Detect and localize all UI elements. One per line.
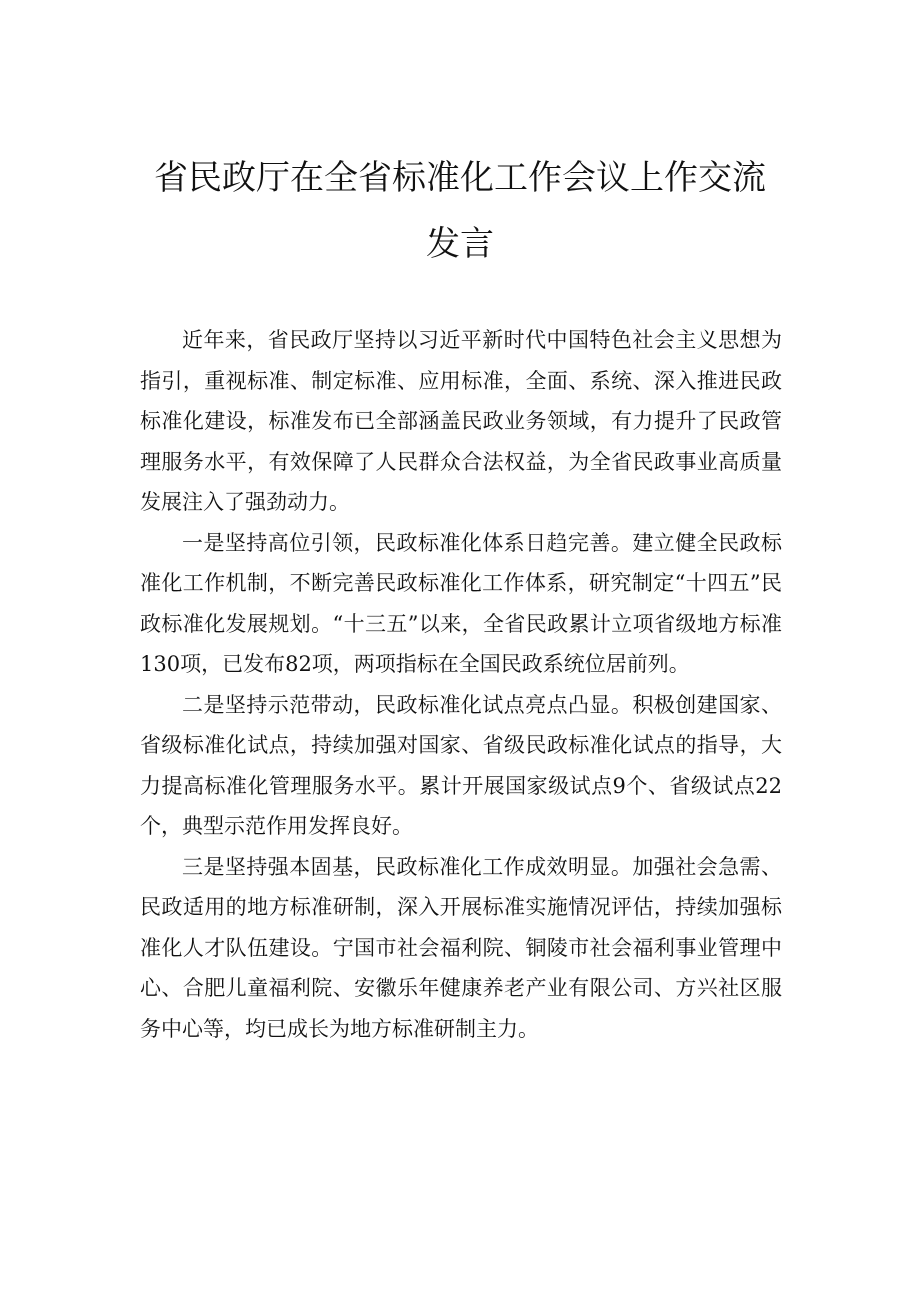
document-body xyxy=(140,320,782,1049)
document-title-line-1: 省民政厅在全省标准化工作会议上作交流 xyxy=(154,158,766,198)
paragraph-point-1: 一是坚持高位引领，民政标准化体系日趋完善。建立健全民政标准化工作机制，不断完善民政标准化工作体系，研究制定“十四五”民政标准化发展规划。“十三五”以来，全省民政累计立项省级地方标准130项，已发布82项，两项指标在全国民政系统位居前列。 xyxy=(140,530,782,676)
paragraph-intro: 近年来，省民政厅坚持以习近平新时代中国特色社会主义思想为指引，重视标准、制定标准、应用标准，全面、系统、深入推进民政标准化建设，标准发布已全部涵盖民政业务领域，有力提升了民政管理服务水平，有效保障了人民群众合法权益，为全省民政事业高质量发展注入了强劲动力。 xyxy=(140,328,782,514)
paragraph-point-2: 二是坚持示范带动，民政标准化试点亮点凸显。积极创建国家、省级标准化试点，持续加强对国家、省级民政标准化试点的指导，大力提高标准化管理服务水平。累计开展国家级试点9个、省级试点22个，典型示范作用发挥良好。 xyxy=(140,692,782,838)
document-title-line-2: 发言 xyxy=(426,224,494,264)
paragraph-point-3: 三是坚持强本固基，民政标准化工作成效明显。加强社会急需、民政适用的地方标准研制，深入开展标准实施情况评估，持续加强标准化人才队伍建设。宁国市社会福利院、铜陵市社会福利事业管理中心、合肥儿童福利院、安徽乐年健康养老产业有限公司、方兴社区服务中心等，均已成长为地方标准研制主力。 xyxy=(140,854,782,1041)
